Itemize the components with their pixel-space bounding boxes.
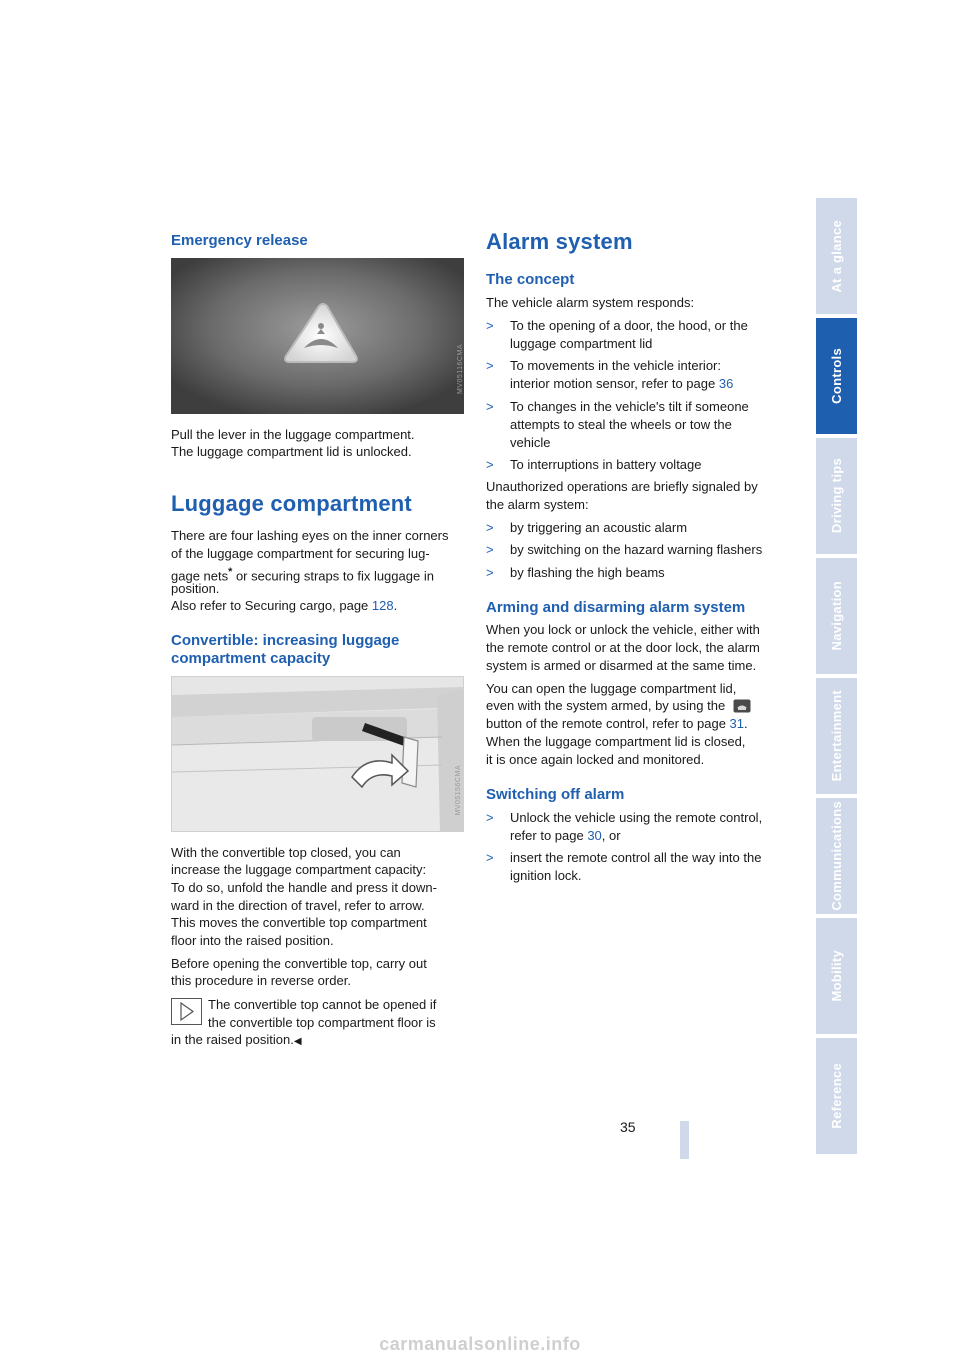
tab-at-a-glance[interactable] (816, 198, 857, 316)
figure-code: MV05116CMA (457, 344, 464, 395)
tab-driving-tips[interactable] (816, 438, 857, 556)
concept-item-1 (486, 317, 778, 353)
luggage-text-5 (171, 597, 397, 615)
switch-item-1-end: , or (601, 828, 621, 843)
concept-heading: The concept (486, 271, 575, 288)
tab-label: Communications (829, 801, 844, 911)
arming-text-6a: button of the remote control, refer to page (486, 716, 730, 731)
concept-item-2-line-1: To movements in the vehicle interior: (510, 358, 721, 373)
tab-label: Controls (829, 348, 844, 404)
switch-item-2 (486, 849, 786, 885)
option-star: * (228, 566, 233, 578)
switch-item-1-line-1: Unlock the vehicle using the remote control, (510, 810, 763, 825)
tab-label: Mobility (829, 950, 844, 1002)
arming-text-2: the remote control or at the door lock, the alarm (486, 640, 760, 655)
note-text-3a: in the raised position. (171, 1032, 294, 1047)
signal-item-1-text: by triggering an acoustic alarm (510, 520, 688, 535)
watermark: carmanualsonline.info (379, 1334, 581, 1354)
luggage-text-4: position. (171, 581, 220, 596)
bullet-marker: > (486, 520, 494, 535)
luggage-text-2: of the luggage compartment for securing lug- (171, 546, 430, 561)
conv-text-1: With the convertible top closed, you can (171, 845, 401, 860)
concept-item-4-line-1: To interruptions in battery voltage (510, 457, 702, 472)
figure-code: MV05156CMA (455, 765, 462, 816)
emergency-release-illustration (171, 258, 464, 414)
concept-item-3-line-1: To changes in the vehicle's tilt if someone (510, 399, 749, 414)
triangle-play-icon (172, 999, 201, 1024)
tab-label: Entertainment (829, 690, 844, 782)
emergency-release-figure (171, 258, 464, 414)
page-number: 35 (620, 1119, 636, 1135)
emergency-text-2: The luggage compartment lid is unlocked. (171, 444, 412, 459)
tab-label: Reference (829, 1063, 844, 1129)
convertible-figure (171, 676, 464, 832)
conv-text-2: increase the luggage compartment capacity: (171, 862, 427, 877)
arming-text-7: When the luggage compartment lid is closed, (486, 734, 746, 749)
bullet-marker: > (486, 399, 494, 414)
arming-text-5a: even with the system armed, by using the (486, 698, 726, 713)
bullet-marker: > (486, 358, 494, 373)
bullet-marker: > (486, 565, 494, 580)
conv-text-5: This moves the convertible top compartment (171, 915, 427, 930)
arming-text-4: You can open the luggage compartment lid, (486, 681, 737, 696)
signal-item-1 (486, 519, 778, 537)
tab-mobility[interactable] (816, 918, 857, 1036)
concept-item-1-line-2: luggage compartment lid (510, 336, 653, 351)
luggage-text-5-end: . (393, 598, 398, 613)
concept-item-4 (486, 456, 778, 474)
concept-item-3 (486, 398, 778, 452)
signal-item-2 (486, 541, 786, 559)
unauthorized-text-2: the alarm system: (486, 497, 589, 512)
tab-label: Driving tips (829, 458, 844, 534)
luggage-text-1: There are four lashing eyes on the inner corners (171, 528, 449, 543)
arming-text-6 (486, 715, 748, 733)
switch-item-2-line-2: ignition lock. (510, 868, 582, 883)
tab-entertainment[interactable] (816, 678, 857, 796)
tab-navigation[interactable] (816, 558, 857, 676)
tab-communications[interactable] (816, 798, 857, 916)
switch-item-2-line-1: insert the remote control all the way into the (510, 850, 762, 865)
page-link-30[interactable]: 30 (587, 828, 602, 843)
page-number-bar (680, 1121, 689, 1159)
arming-text-8: it is once again locked and monitored. (486, 752, 705, 767)
tab-label: Navigation (829, 581, 844, 651)
luggage-compartment-heading: Luggage compartment (171, 491, 412, 516)
conv-text-4: ward in the direction of travel, refer to arrow. (171, 898, 425, 913)
note-text-3 (171, 1031, 302, 1051)
convertible-heading-1: Convertible: increasing luggage (171, 632, 400, 649)
emergency-text-1: Pull the lever in the luggage compartment. (171, 427, 415, 442)
luggage-text-5a: Also refer to Securing cargo, page (171, 598, 372, 613)
arming-text-1: When you lock or unlock the vehicle, either with (486, 622, 760, 637)
arming-heading: Arming and disarming alarm system (486, 599, 746, 616)
signal-item-3 (486, 564, 778, 582)
concept-item-2 (486, 357, 778, 393)
bullet-marker: > (486, 318, 494, 333)
switch-item-1-line-2: refer to page (510, 828, 588, 843)
concept-item-1-line-1: To the opening of a door, the hood, or the (510, 318, 748, 333)
luggage-text-3b: or securing straps to fix luggage in (232, 568, 434, 584)
page-link-128[interactable]: 128 (371, 598, 394, 613)
bullet-marker: > (486, 850, 494, 865)
signal-item-2-text: by switching on the hazard warning flashers (510, 542, 763, 557)
switch-item-1 (486, 809, 786, 845)
conv-text-6: floor into the raised position. (171, 933, 334, 948)
tab-reference[interactable] (816, 1038, 857, 1156)
conv-text-3: To do so, unfold the handle and press it down- (171, 880, 437, 895)
note-icon (171, 998, 202, 1025)
alarm-system-heading: Alarm system (486, 229, 633, 254)
switching-off-heading: Switching off alarm (486, 786, 625, 803)
conv-text-8: this procedure in reverse order. (171, 973, 351, 988)
note-text-1: The convertible top cannot be opened if (208, 997, 437, 1012)
arming-text-3: system is armed or disarmed at the same time. (486, 658, 757, 673)
bullet-marker: > (486, 457, 494, 472)
luggage-compartment-illustration (172, 677, 464, 832)
luggage-text-3a: gage nets (171, 568, 229, 584)
conv-text-7: Before opening the convertible top, carry out (171, 956, 427, 971)
tab-controls[interactable] (816, 318, 857, 436)
concept-item-3-line-2: attempts to steal the wheels or tow the (510, 417, 732, 432)
convertible-heading-2: compartment capacity (171, 650, 331, 667)
page-link-31[interactable]: 31 (729, 716, 745, 731)
unauthorized-text-1: Unauthorized operations are briefly signaled by (486, 479, 758, 494)
page-link-36[interactable]: 36 (718, 376, 734, 391)
bullet-marker: > (486, 542, 494, 557)
tab-label: At a glance (829, 219, 844, 293)
note-text-2: the convertible top compartment floor is (208, 1015, 436, 1030)
concept-item-2-line-2: interior motion sensor, refer to page (510, 376, 719, 391)
concept-intro: The vehicle alarm system responds: (486, 295, 695, 310)
arming-text-6-end: . (744, 716, 748, 731)
signal-item-3-text: by flashing the high beams (510, 565, 665, 580)
end-marker: ◀ (293, 1036, 302, 1047)
bullet-marker: > (486, 810, 494, 825)
concept-item-3-line-3: vehicle (510, 435, 551, 450)
emergency-release-heading: Emergency release (171, 232, 308, 249)
